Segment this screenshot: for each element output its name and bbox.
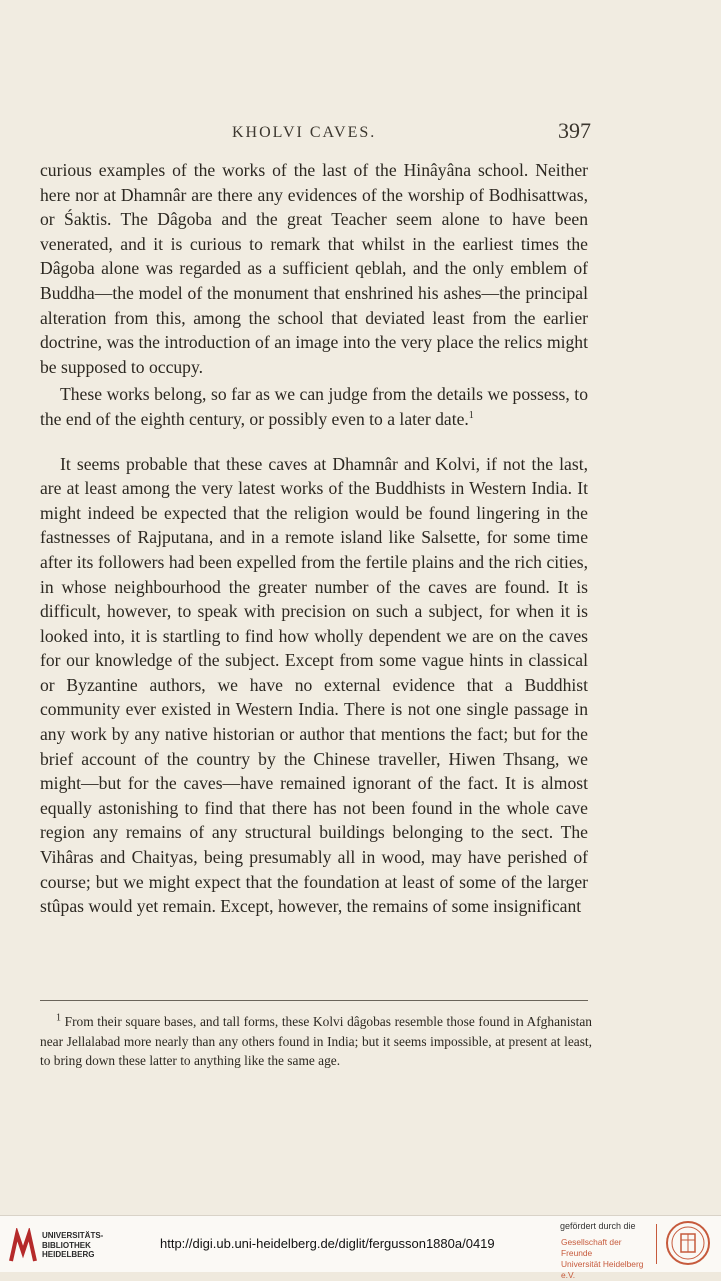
sponsor-name[interactable] xyxy=(561,1237,653,1281)
sponsor-line-1: Gesellschaft der Freunde xyxy=(561,1237,622,1258)
permalink-url[interactable]: http://digi.ub.uni-heidelberg.de/diglit/fergusson1880a/0419 xyxy=(160,1236,495,1251)
paragraph-3 xyxy=(40,452,588,919)
university-library-logo-icon[interactable] xyxy=(8,1228,38,1264)
paragraph-1 xyxy=(40,158,588,379)
body-text xyxy=(40,158,588,919)
institution-line-3: HEIDELBERG xyxy=(42,1250,95,1259)
footnote-mark: 1 xyxy=(56,1012,61,1024)
viewer-footer xyxy=(0,1215,721,1280)
page-number: 397 xyxy=(558,118,591,143)
footer-divider xyxy=(656,1224,657,1264)
institution-line-1: UNIVERSITÄTS- xyxy=(42,1231,104,1240)
society-seal-icon[interactable] xyxy=(665,1220,711,1266)
footnote-text: From their square bases, and tall forms, these Kolvi dâgobas resemble those found in Afghanistan near Jellalabad more nearly than any others found in India; but it seems impossible, at present at least, to bring down these latter to anything like the same age. xyxy=(40,1014,592,1068)
paragraph-2 xyxy=(40,382,588,431)
footnote xyxy=(40,1012,592,1071)
paragraph-2-text: These works belong, so far as we can judge from the details we possess, to the end of the eighth century, or possibly even to a later date. xyxy=(40,384,588,429)
running-title: KHOLVI CAVES. xyxy=(232,124,377,141)
running-head xyxy=(0,118,721,148)
institution-line-2: BIBLIOTHEK xyxy=(42,1240,91,1250)
paragraph-3-text: It seems probable that these caves at Dhamnâr and Kolvi, if not the last, are at least among the very latest works of the Buddhists in Western India. It might indeed be expected that the religion would be found lingering in the fastnesses of Rajputana, and in a remote island like Salsette, for some time after its followers had been expelled from the fertile plains and the rich cities, in whose neighbourhood the greater number of the caves are found. It is difficult, however, to speak with precision on such a subject, for when it is looked into, it is startling to find how wholly dependent we are on the caves for our knowledge of the subject. Except from some vague hints in classical or Byzantine authors, we have no external evidence that a Buddhist community ever existed in Western India. There is not one single passage in any work by any native historian or author that mentions the fact; but for the brief account of the country by the Chinese traveller, Hiwen Thsang, we might—but for the caves—have remained ignorant of the fact. It is almost equally astonishing to find that there has not been found in the whole cave region any remains of any structural buildings belonging to the sect. The Vihâras and Chaityas, being presumably all in wood, may have perished of course; but we might expect that the foundation at least of some of the larger stûpas would yet remain. Except, however, the remains of some insignificant xyxy=(40,453,588,917)
funded-by-label: gefördert durch die xyxy=(560,1221,636,1231)
university-library-name[interactable] xyxy=(42,1231,103,1260)
paragraph-1-text: curious examples of the works of the last of the Hinâyâna school. Neither here nor at Dhamnâr are there any evidences of the worship of Bodhisattwas, or Śaktis. The Dâgoba and the great Teacher seem alone to have been venerated, and it is curious to remark that whilst in the earliest times the Dâgoba alone was regarded as a sufficient qeblah, and the only emblem of Buddha—the model of the monument that enshrined his ashes—the principal alteration from this, among the school that deviated least from the earlier doctrine, was the introduction of an image into the very place the relics might be supposed to occupy. xyxy=(40,160,588,377)
sponsor-line-2: Universität Heidelberg e.V. xyxy=(561,1259,644,1280)
footnote-divider xyxy=(40,1000,588,1001)
footnote-reference[interactable]: 1 xyxy=(468,410,474,422)
